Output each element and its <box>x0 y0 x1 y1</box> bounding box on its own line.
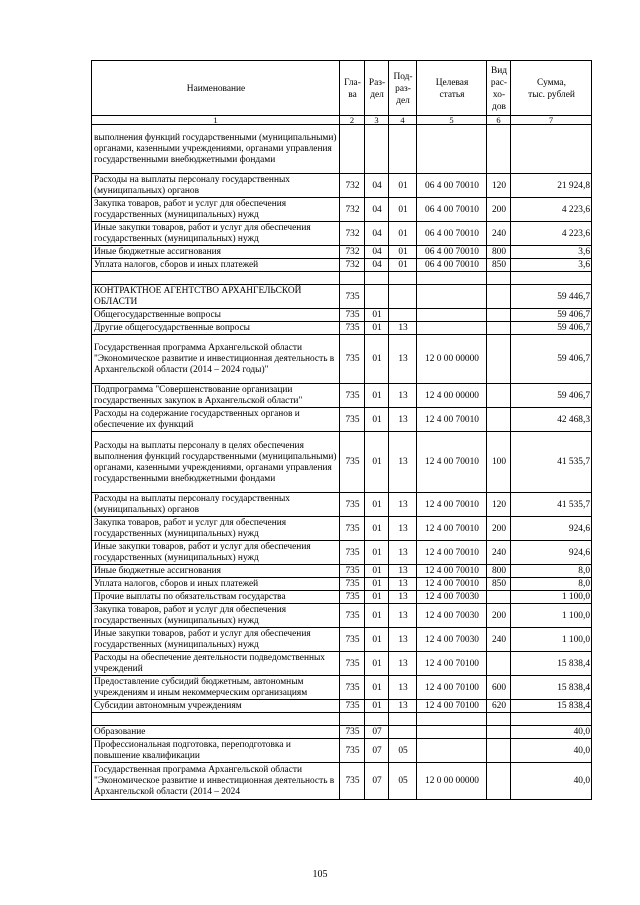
cell-podrazdel: 01 <box>389 222 417 246</box>
cell-statya: 06 4 00 70010 <box>417 259 487 272</box>
table-row <box>92 676 592 700</box>
cell-statya: 12 4 00 70010 <box>417 541 487 565</box>
cell-summa: 40,0 <box>511 739 592 763</box>
cell-glava <box>340 272 365 285</box>
cell-razdel: 01 <box>365 565 389 578</box>
table-row <box>92 739 592 763</box>
table-row <box>92 384 592 408</box>
cell-vid: 600 <box>487 676 511 700</box>
cell-glava: 735 <box>340 285 365 309</box>
cell-name: Иные закупки товаров, работ и услуг для обеспечения государственных (муниципальных) нужд <box>92 222 340 246</box>
cell-glava: 735 <box>340 726 365 739</box>
cell-razdel <box>365 272 389 285</box>
header-podrazdel <box>389 61 417 116</box>
cell-podrazdel: 01 <box>389 198 417 222</box>
cell-vid: 620 <box>487 700 511 713</box>
cell-name: КОНТРАКТНОЕ АГЕНТСТВО АРХАНГЕЛЬСКОЙ ОБЛАСТИ <box>92 285 340 309</box>
cell-podrazdel: 13 <box>389 652 417 676</box>
cell-statya: 12 4 00 70010 <box>417 517 487 541</box>
cell-name: Образование <box>92 726 340 739</box>
header-glava <box>340 61 365 116</box>
cell-vid: 850 <box>487 578 511 591</box>
cell-podrazdel: 13 <box>389 322 417 335</box>
cell-statya: 12 4 00 00000 <box>417 384 487 408</box>
cell-statya: 12 4 00 70100 <box>417 700 487 713</box>
cell-vid: 200 <box>487 604 511 628</box>
cell-summa: 924,6 <box>511 541 592 565</box>
cell-razdel: 01 <box>365 432 389 493</box>
cell-vid <box>487 763 511 800</box>
cell-vid <box>487 739 511 763</box>
cell-statya <box>417 739 487 763</box>
cell-statya <box>417 309 487 322</box>
cell-name: Расходы на содержание государственных органов и обеспечение их функций <box>92 408 340 432</box>
cell-summa: 1 100,0 <box>511 604 592 628</box>
cell-vid: 240 <box>487 541 511 565</box>
column-number: 1 <box>92 116 340 125</box>
cell-summa: 4 223,6 <box>511 198 592 222</box>
cell-statya: 12 4 00 70010 <box>417 408 487 432</box>
cell-podrazdel: 05 <box>389 763 417 800</box>
cell-razdel: 04 <box>365 198 389 222</box>
cell-name: Уплата налогов, сборов и иных платежей <box>92 259 340 272</box>
cell-podrazdel: 13 <box>389 408 417 432</box>
cell-podrazdel <box>389 309 417 322</box>
cell-summa <box>511 713 592 726</box>
cell-summa: 8,0 <box>511 578 592 591</box>
cell-summa: 40,0 <box>511 763 592 800</box>
cell-statya: 12 4 00 70010 <box>417 493 487 517</box>
cell-statya: 12 0 00 00000 <box>417 763 487 800</box>
cell-summa: 4 223,6 <box>511 222 592 246</box>
cell-summa: 15 838,4 <box>511 652 592 676</box>
cell-razdel: 04 <box>365 174 389 198</box>
header-razdel-text: Раз- дел <box>368 77 386 100</box>
table-row <box>92 259 592 272</box>
cell-statya <box>417 713 487 726</box>
column-number: 3 <box>365 116 389 125</box>
header-summa <box>511 61 592 116</box>
cell-vid <box>487 335 511 384</box>
cell-vid: 200 <box>487 517 511 541</box>
cell-razdel <box>365 285 389 309</box>
cell-razdel: 01 <box>365 517 389 541</box>
cell-razdel <box>365 125 389 174</box>
cell-statya: 12 4 00 70010 <box>417 432 487 493</box>
cell-glava: 735 <box>340 591 365 604</box>
cell-vid <box>487 125 511 174</box>
header-summa-text: Сумма, тыс. рублей <box>528 77 575 100</box>
cell-statya <box>417 272 487 285</box>
cell-vid: 240 <box>487 628 511 652</box>
cell-razdel: 04 <box>365 259 389 272</box>
header-row <box>92 61 592 116</box>
table-row <box>92 578 592 591</box>
cell-podrazdel: 05 <box>389 739 417 763</box>
cell-podrazdel: 01 <box>389 246 417 259</box>
cell-name: Закупка товаров, работ и услуг для обеспечения государственных (муниципальных) нужд <box>92 517 340 541</box>
cell-vid <box>487 384 511 408</box>
cell-statya: 12 4 00 70100 <box>417 676 487 700</box>
cell-razdel: 01 <box>365 384 389 408</box>
table-row <box>92 246 592 259</box>
table-row <box>92 726 592 739</box>
cell-razdel: 01 <box>365 591 389 604</box>
cell-glava: 732 <box>340 222 365 246</box>
cell-vid: 120 <box>487 174 511 198</box>
cell-statya: 06 4 00 70010 <box>417 174 487 198</box>
cell-vid <box>487 408 511 432</box>
table-row <box>92 272 592 285</box>
cell-glava: 735 <box>340 309 365 322</box>
cell-podrazdel: 13 <box>389 384 417 408</box>
cell-podrazdel <box>389 726 417 739</box>
cell-statya <box>417 726 487 739</box>
cell-glava: 732 <box>340 259 365 272</box>
cell-vid: 800 <box>487 565 511 578</box>
cell-razdel: 07 <box>365 739 389 763</box>
cell-podrazdel: 13 <box>389 578 417 591</box>
column-number: 5 <box>417 116 487 125</box>
table-body <box>92 125 592 800</box>
table-row <box>92 700 592 713</box>
cell-razdel: 01 <box>365 604 389 628</box>
cell-summa: 59 446,7 <box>511 285 592 309</box>
cell-glava: 732 <box>340 246 365 259</box>
cell-glava <box>340 713 365 726</box>
table-row <box>92 604 592 628</box>
cell-podrazdel: 13 <box>389 541 417 565</box>
cell-summa: 59 406,7 <box>511 384 592 408</box>
cell-name: Иные закупки товаров, работ и услуг для обеспечения государственных (муниципальных) нужд <box>92 541 340 565</box>
cell-summa: 15 838,4 <box>511 676 592 700</box>
cell-name: выполнения функций государственными (муниципальными) органами, казенными учреждениями, органами управления государственными внебюджетными фондами <box>92 125 340 174</box>
page-number: 105 <box>312 869 328 880</box>
cell-summa: 42 468,3 <box>511 408 592 432</box>
table-row <box>92 591 592 604</box>
cell-name: Прочие выплаты по обязательствам государства <box>92 591 340 604</box>
cell-name <box>92 713 340 726</box>
cell-razdel: 01 <box>365 578 389 591</box>
cell-name: Иные закупки товаров, работ и услуг для обеспечения государственных (муниципальных) нужд <box>92 628 340 652</box>
table-row <box>92 763 592 800</box>
column-number: 4 <box>389 116 417 125</box>
cell-vid: 200 <box>487 198 511 222</box>
cell-glava: 735 <box>340 578 365 591</box>
cell-vid: 240 <box>487 222 511 246</box>
cell-glava: 735 <box>340 408 365 432</box>
cell-summa: 3,6 <box>511 246 592 259</box>
cell-razdel: 01 <box>365 322 389 335</box>
cell-statya: 12 4 00 70010 <box>417 565 487 578</box>
cell-statya: 12 4 00 70030 <box>417 628 487 652</box>
cell-name <box>92 272 340 285</box>
cell-podrazdel: 13 <box>389 676 417 700</box>
cell-glava: 735 <box>340 432 365 493</box>
header-glava-text: Гла- ва <box>344 77 361 100</box>
column-number-row <box>92 116 592 125</box>
cell-podrazdel: 13 <box>389 493 417 517</box>
cell-razdel: 01 <box>365 652 389 676</box>
cell-podrazdel: 13 <box>389 628 417 652</box>
cell-vid: 120 <box>487 493 511 517</box>
table-row <box>92 565 592 578</box>
cell-vid <box>487 285 511 309</box>
header-vid-text: Вид рас- хо- дов <box>490 65 508 112</box>
cell-razdel: 01 <box>365 676 389 700</box>
cell-podrazdel: 13 <box>389 517 417 541</box>
cell-name: Общегосударственные вопросы <box>92 309 340 322</box>
column-number: 2 <box>340 116 365 125</box>
cell-summa <box>511 125 592 174</box>
table-row <box>92 198 592 222</box>
cell-summa: 40,0 <box>511 726 592 739</box>
cell-glava: 735 <box>340 700 365 713</box>
cell-name: Закупка товаров, работ и услуг для обеспечения государственных (муниципальных) нужд <box>92 198 340 222</box>
cell-summa: 41 535,7 <box>511 493 592 517</box>
cell-podrazdel: 13 <box>389 565 417 578</box>
cell-razdel: 01 <box>365 541 389 565</box>
cell-name: Расходы на обеспечение деятельности подведомственных учреждений <box>92 652 340 676</box>
cell-glava: 735 <box>340 628 365 652</box>
cell-name: Расходы на выплаты персоналу государственных (муниципальных) органов <box>92 174 340 198</box>
cell-summa: 41 535,7 <box>511 432 592 493</box>
cell-statya: 06 4 00 70010 <box>417 222 487 246</box>
table-row <box>92 125 592 174</box>
table-row <box>92 222 592 246</box>
cell-name: Иные бюджетные ассигнования <box>92 246 340 259</box>
cell-podrazdel: 13 <box>389 591 417 604</box>
cell-razdel: 04 <box>365 222 389 246</box>
cell-name: Расходы на выплаты персоналу государственных (муниципальных) органов <box>92 493 340 517</box>
cell-vid: 800 <box>487 246 511 259</box>
cell-glava: 735 <box>340 335 365 384</box>
header-razdel <box>365 61 389 116</box>
cell-statya <box>417 322 487 335</box>
cell-glava: 735 <box>340 604 365 628</box>
table-row <box>92 541 592 565</box>
cell-statya: 12 4 00 70030 <box>417 604 487 628</box>
cell-razdel: 04 <box>365 246 389 259</box>
header-statya-text: Целевая статья <box>435 77 469 100</box>
table-row <box>92 174 592 198</box>
cell-glava: 735 <box>340 652 365 676</box>
cell-glava: 732 <box>340 198 365 222</box>
cell-podrazdel: 01 <box>389 259 417 272</box>
cell-podrazdel <box>389 285 417 309</box>
cell-podrazdel: 13 <box>389 700 417 713</box>
cell-vid: 100 <box>487 432 511 493</box>
cell-podrazdel <box>389 272 417 285</box>
cell-glava: 735 <box>340 739 365 763</box>
cell-razdel: 01 <box>365 493 389 517</box>
cell-name: Иные бюджетные ассигнования <box>92 565 340 578</box>
cell-glava: 735 <box>340 384 365 408</box>
header-statya <box>417 61 487 116</box>
table-row <box>92 493 592 517</box>
cell-vid: 850 <box>487 259 511 272</box>
cell-summa: 21 924,8 <box>511 174 592 198</box>
cell-name: Подпрограмма "Совершенствование организации государственных закупок в Архангельской области" <box>92 384 340 408</box>
table-row <box>92 628 592 652</box>
cell-glava: 735 <box>340 322 365 335</box>
cell-razdel: 07 <box>365 726 389 739</box>
cell-statya: 12 4 00 70100 <box>417 652 487 676</box>
cell-vid <box>487 652 511 676</box>
cell-summa: 8,0 <box>511 565 592 578</box>
table-row <box>92 335 592 384</box>
cell-podrazdel <box>389 713 417 726</box>
cell-summa: 3,6 <box>511 259 592 272</box>
cell-vid <box>487 591 511 604</box>
cell-podrazdel: 13 <box>389 604 417 628</box>
cell-statya: 06 4 00 70010 <box>417 198 487 222</box>
cell-summa: 59 406,7 <box>511 322 592 335</box>
cell-glava: 735 <box>340 541 365 565</box>
cell-summa <box>511 272 592 285</box>
cell-name: Расходы на выплаты персоналу в целях обеспечения выполнения функций государственными (муниципальными) органами, казенными учреждениями, органами управления государственными внебюджетными фондами <box>92 432 340 493</box>
cell-vid <box>487 272 511 285</box>
budget-table <box>91 60 592 800</box>
cell-glava: 735 <box>340 493 365 517</box>
cell-name: Уплата налогов, сборов и иных платежей <box>92 578 340 591</box>
table-row <box>92 408 592 432</box>
header-vid <box>487 61 511 116</box>
column-number: 6 <box>487 116 511 125</box>
cell-statya: 12 4 00 70010 <box>417 578 487 591</box>
cell-razdel: 01 <box>365 309 389 322</box>
table-row <box>92 652 592 676</box>
cell-podrazdel: 01 <box>389 174 417 198</box>
cell-summa: 1 100,0 <box>511 628 592 652</box>
cell-summa: 59 406,7 <box>511 335 592 384</box>
cell-statya: 06 4 00 70010 <box>417 246 487 259</box>
cell-vid <box>487 322 511 335</box>
cell-podrazdel <box>389 125 417 174</box>
cell-name: Другие общегосударственные вопросы <box>92 322 340 335</box>
cell-podrazdel: 13 <box>389 335 417 384</box>
cell-razdel: 01 <box>365 335 389 384</box>
cell-summa: 15 838,4 <box>511 700 592 713</box>
cell-statya <box>417 125 487 174</box>
cell-name: Закупка товаров, работ и услуг для обеспечения государственных (муниципальных) нужд <box>92 604 340 628</box>
header-name: Наименование <box>92 61 340 116</box>
cell-name: Государственная программа Архангельской области "Экономическое развитие и инвестиционная деятельность в Архангельской области (2014 – 2024 годы)" <box>92 335 340 384</box>
table-row <box>92 322 592 335</box>
cell-summa: 59 406,7 <box>511 309 592 322</box>
cell-vid <box>487 713 511 726</box>
cell-glava: 732 <box>340 174 365 198</box>
column-number: 7 <box>511 116 592 125</box>
cell-glava: 735 <box>340 565 365 578</box>
table-row <box>92 713 592 726</box>
cell-razdel: 01 <box>365 700 389 713</box>
cell-name: Субсидии автономным учреждениям <box>92 700 340 713</box>
cell-podrazdel: 13 <box>389 432 417 493</box>
cell-vid <box>487 309 511 322</box>
table-row <box>92 285 592 309</box>
cell-name: Государственная программа Архангельской области "Экономическое развитие и инвестиционная деятельность в Архангельской области (2014 – 2024 <box>92 763 340 800</box>
table-row <box>92 309 592 322</box>
cell-summa: 924,6 <box>511 517 592 541</box>
cell-razdel: 07 <box>365 763 389 800</box>
cell-name: Предоставление субсидий бюджетным, автономным учреждениям и иным некоммерческим организациям <box>92 676 340 700</box>
cell-statya: 12 4 00 70030 <box>417 591 487 604</box>
cell-glava: 735 <box>340 676 365 700</box>
table-row <box>92 517 592 541</box>
cell-razdel: 01 <box>365 628 389 652</box>
table-row <box>92 432 592 493</box>
cell-glava <box>340 125 365 174</box>
cell-razdel: 01 <box>365 408 389 432</box>
cell-vid <box>487 726 511 739</box>
cell-statya <box>417 285 487 309</box>
cell-razdel <box>365 713 389 726</box>
cell-glava: 735 <box>340 763 365 800</box>
cell-summa: 1 100,0 <box>511 591 592 604</box>
cell-name: Профессиональная подготовка, переподготовка и повышение квалификации <box>92 739 340 763</box>
cell-glava: 735 <box>340 517 365 541</box>
header-podrazdel-text: Под- раз- дел <box>393 71 413 106</box>
cell-statya: 12 0 00 00000 <box>417 335 487 384</box>
